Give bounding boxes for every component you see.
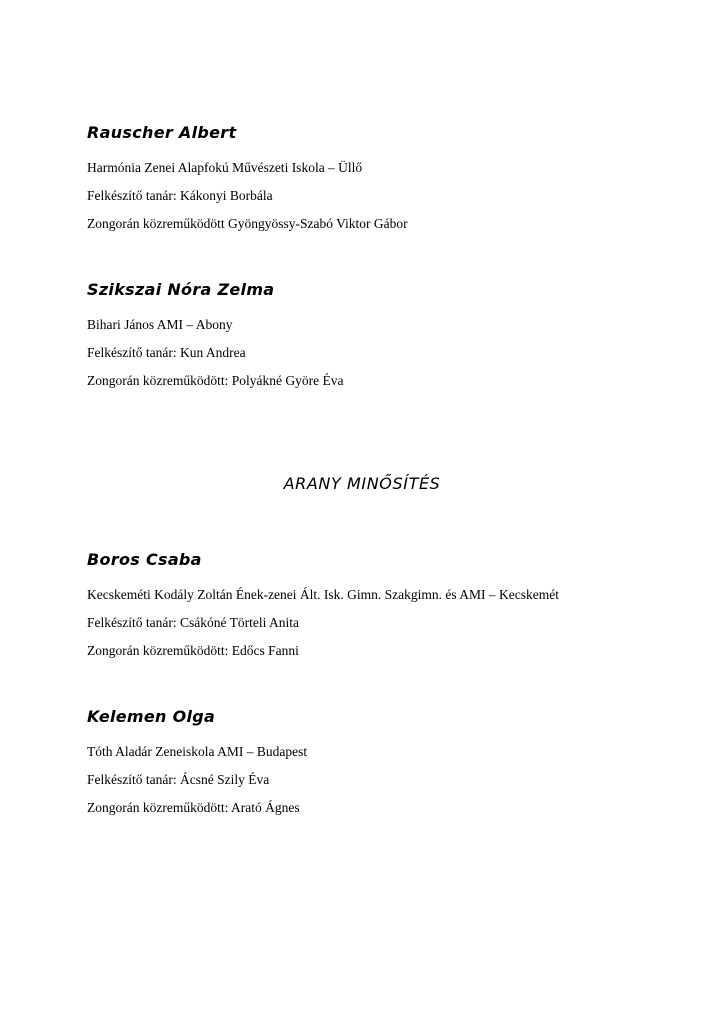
school-line: Kecskeméti Kodály Zoltán Ének-zenei Ált. Isk. Gimn. Szakgimn. és AMI – Kecskemét — [87, 587, 560, 602]
entry-rauscher-albert — [87, 121, 687, 238]
accompanist-line: Zongorán közreműködött Gyöngyössy-Szabó Viktor Gábor — [87, 216, 408, 231]
school-line: Harmónia Zenei Alapfokú Művészeti Iskola – Üllő — [87, 160, 363, 175]
teacher-line: Felkészítő tanár: Kun Andrea — [87, 345, 246, 360]
teacher-line: Felkészítő tanár: Kákonyi Borbála — [87, 188, 273, 203]
teacher-line: Felkészítő tanár: Csákóné Törteli Anita — [87, 615, 299, 630]
entry-szikszai-nora-zelma — [87, 278, 687, 395]
performer-name: Kelemen Olga — [87, 707, 216, 726]
performer-name: Boros Csaba — [87, 550, 202, 569]
entry-kelemen-olga — [87, 705, 687, 822]
entry-boros-csaba — [87, 548, 687, 665]
accompanist-line: Zongorán közreműködött: Arató Ágnes — [87, 800, 300, 815]
performer-name: Rauscher Albert — [87, 123, 237, 142]
performer-name: Szikszai Nóra Zelma — [87, 280, 275, 299]
teacher-line: Felkészítő tanár: Ácsné Szily Éva — [87, 772, 270, 787]
school-line: Tóth Aladár Zeneiskola AMI – Budapest — [87, 744, 308, 759]
school-line: Bihari János AMI – Abony — [87, 317, 233, 332]
accompanist-line: Zongorán közreműködött: Edőcs Fanni — [87, 643, 299, 658]
accompanist-line: Zongorán közreműködött: Polyákné Györe Éva — [87, 373, 344, 388]
section-heading: ARANY MINŐSÍTÉS — [283, 474, 441, 493]
